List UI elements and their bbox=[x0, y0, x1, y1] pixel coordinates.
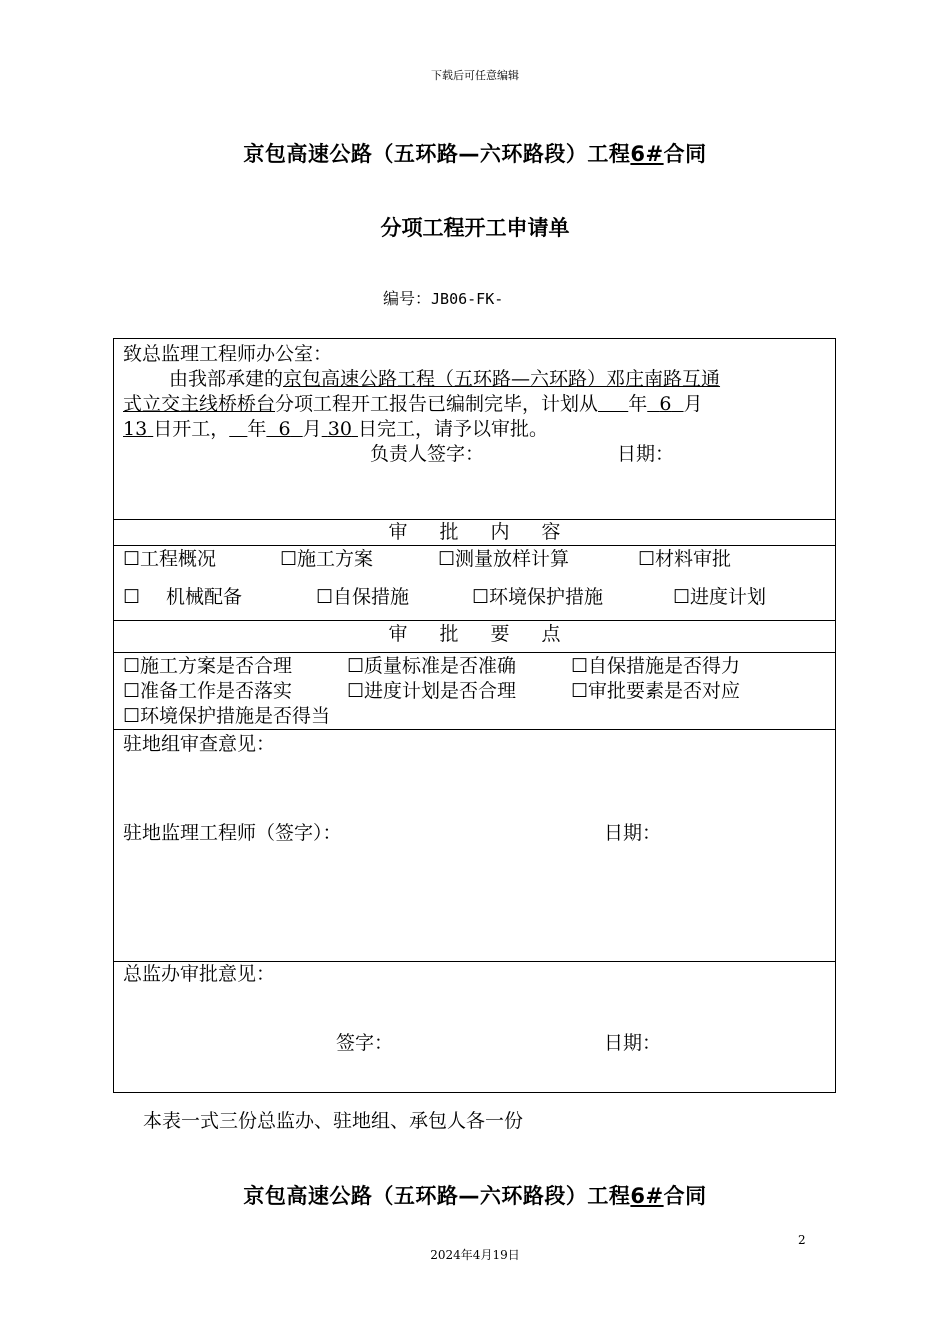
resident-date-label: 日期： bbox=[604, 822, 662, 844]
checkbox-icon[interactable]: ☐ bbox=[123, 655, 141, 677]
document-subtitle: 分项工程开工申请单 bbox=[380, 216, 570, 240]
resident-group-section bbox=[114, 730, 835, 962]
point-self-protection[interactable]: ☐自保措施是否得力 bbox=[571, 655, 741, 677]
checkbox-icon[interactable]: ☐ bbox=[123, 705, 141, 727]
check-survey-calculation[interactable]: ☐测量放样计算 bbox=[438, 548, 570, 570]
review-points-row bbox=[114, 653, 835, 730]
project-name-part1: 京包高速公路工程（五环路—六环路）邓庄南路互通 bbox=[283, 368, 721, 390]
checkbox-icon[interactable]: ☐ bbox=[438, 548, 456, 570]
start-month[interactable]: 6 bbox=[659, 393, 672, 415]
serial-label: 编号： bbox=[383, 289, 432, 308]
chief-sign-label: 签字： bbox=[336, 1032, 394, 1054]
title-contract-no: 6# bbox=[630, 142, 664, 166]
point-environment-measures[interactable]: ☐环境保护措施是否得当 bbox=[123, 705, 331, 727]
review-content-row bbox=[114, 546, 835, 621]
checkbox-icon[interactable]: ☐ bbox=[123, 680, 141, 702]
line2-text: 分项工程开工报告已编制完毕，计划从 bbox=[275, 393, 599, 415]
line3-text-b: 日完工，请予以审批。 bbox=[357, 418, 548, 440]
addressee: 致总监理工程师办公室： bbox=[123, 343, 333, 365]
month-label-2: 月 bbox=[302, 418, 322, 440]
title-part1: 京包高速公路（五环路—六环路段）工程 bbox=[243, 142, 631, 166]
resident-engineer-sign-label: 驻地监理工程师（签字）： bbox=[123, 822, 342, 844]
check-self-protection[interactable]: ☐自保措施 bbox=[316, 586, 410, 608]
application-line2 bbox=[123, 392, 703, 417]
signer-label: 负责人签字： bbox=[370, 443, 485, 465]
checkbox-icon[interactable]: ☐ bbox=[280, 548, 298, 570]
application-date-label: 日期： bbox=[617, 443, 675, 465]
end-month[interactable]: 6 bbox=[278, 418, 291, 440]
header-note: 下载后可任意编辑 bbox=[431, 69, 519, 82]
review-content-heading-row bbox=[114, 520, 835, 546]
checkbox-icon[interactable]: ☐ bbox=[571, 680, 589, 702]
point-plan-reasonable[interactable]: ☐施工方案是否合理 bbox=[123, 655, 293, 677]
check-schedule[interactable]: ☐进度计划 bbox=[673, 586, 767, 608]
checkbox-icon[interactable]: ☐ bbox=[571, 655, 589, 677]
year-label-1: 年 bbox=[628, 393, 648, 415]
application-form-table bbox=[113, 338, 836, 1093]
copies-note: 本表一式三份总监办、驻地组、承包人各一份 bbox=[143, 1110, 524, 1132]
check-construction-plan[interactable]: ☐施工方案 bbox=[280, 548, 374, 570]
title-part2: 合同 bbox=[663, 1184, 707, 1208]
chief-office-section bbox=[114, 962, 835, 1092]
checkbox-icon[interactable]: ☐ bbox=[472, 586, 490, 608]
check-material-approval[interactable]: ☐材料审批 bbox=[638, 548, 732, 570]
document-title-repeat bbox=[0, 1180, 950, 1210]
check-project-overview[interactable]: ☐工程概况 bbox=[123, 548, 217, 570]
page-number: 2 bbox=[798, 1233, 806, 1247]
check-environment-protection[interactable]: ☐环境保护措施 bbox=[472, 586, 604, 608]
review-points-heading-row bbox=[114, 621, 835, 653]
chief-date-label: 日期： bbox=[604, 1032, 662, 1054]
end-day[interactable]: 30 bbox=[327, 418, 352, 440]
year-label-2: 年 bbox=[247, 418, 267, 440]
footer-date: 2024年4月19日 bbox=[430, 1248, 520, 1262]
title-part2: 合同 bbox=[663, 142, 707, 166]
project-name-part2: 式立交主线桥桥台 bbox=[123, 393, 276, 415]
month-label-1: 月 bbox=[683, 393, 703, 415]
checkbox-icon[interactable]: ☐ bbox=[316, 586, 334, 608]
point-quality-standard[interactable]: ☐质量标准是否准确 bbox=[347, 655, 517, 677]
line3-text-a: 日开工， bbox=[153, 418, 230, 440]
title-contract-no: 6# bbox=[630, 1184, 664, 1208]
chief-office-label: 总监办审批意见： bbox=[123, 963, 276, 985]
checkbox-icon[interactable]: ☐ bbox=[123, 586, 141, 608]
title-part1: 京包高速公路（五环路—六环路段）工程 bbox=[243, 1184, 631, 1208]
review-content-heading: 审 批 内 容 bbox=[388, 521, 561, 543]
start-year-blank[interactable] bbox=[598, 393, 628, 415]
application-line3 bbox=[123, 417, 548, 442]
start-day[interactable]: 13 bbox=[123, 418, 148, 440]
application-section bbox=[114, 339, 835, 520]
checkbox-icon[interactable]: ☐ bbox=[347, 655, 365, 677]
point-preparation[interactable]: ☐准备工作是否落实 bbox=[123, 680, 293, 702]
document-title bbox=[0, 138, 950, 168]
point-schedule-reasonable[interactable]: ☐进度计划是否合理 bbox=[347, 680, 517, 702]
check-machinery[interactable]: ☐ 机械配备 bbox=[123, 586, 243, 608]
end-year-blank[interactable] bbox=[229, 418, 247, 440]
checkbox-icon[interactable]: ☐ bbox=[123, 548, 141, 570]
serial-value: JB06-FK- bbox=[431, 290, 504, 308]
checkbox-icon[interactable]: ☐ bbox=[638, 548, 656, 570]
resident-group-label: 驻地组审查意见： bbox=[123, 733, 276, 755]
point-approval-elements[interactable]: ☐审批要素是否对应 bbox=[571, 680, 741, 702]
serial-number bbox=[383, 286, 503, 309]
review-points-heading: 审 批 要 点 bbox=[388, 623, 561, 645]
checkbox-icon[interactable]: ☐ bbox=[347, 680, 365, 702]
checkbox-icon[interactable]: ☐ bbox=[673, 586, 691, 608]
line1-prefix: 由我部承建的 bbox=[169, 368, 284, 390]
application-line1 bbox=[169, 367, 720, 392]
